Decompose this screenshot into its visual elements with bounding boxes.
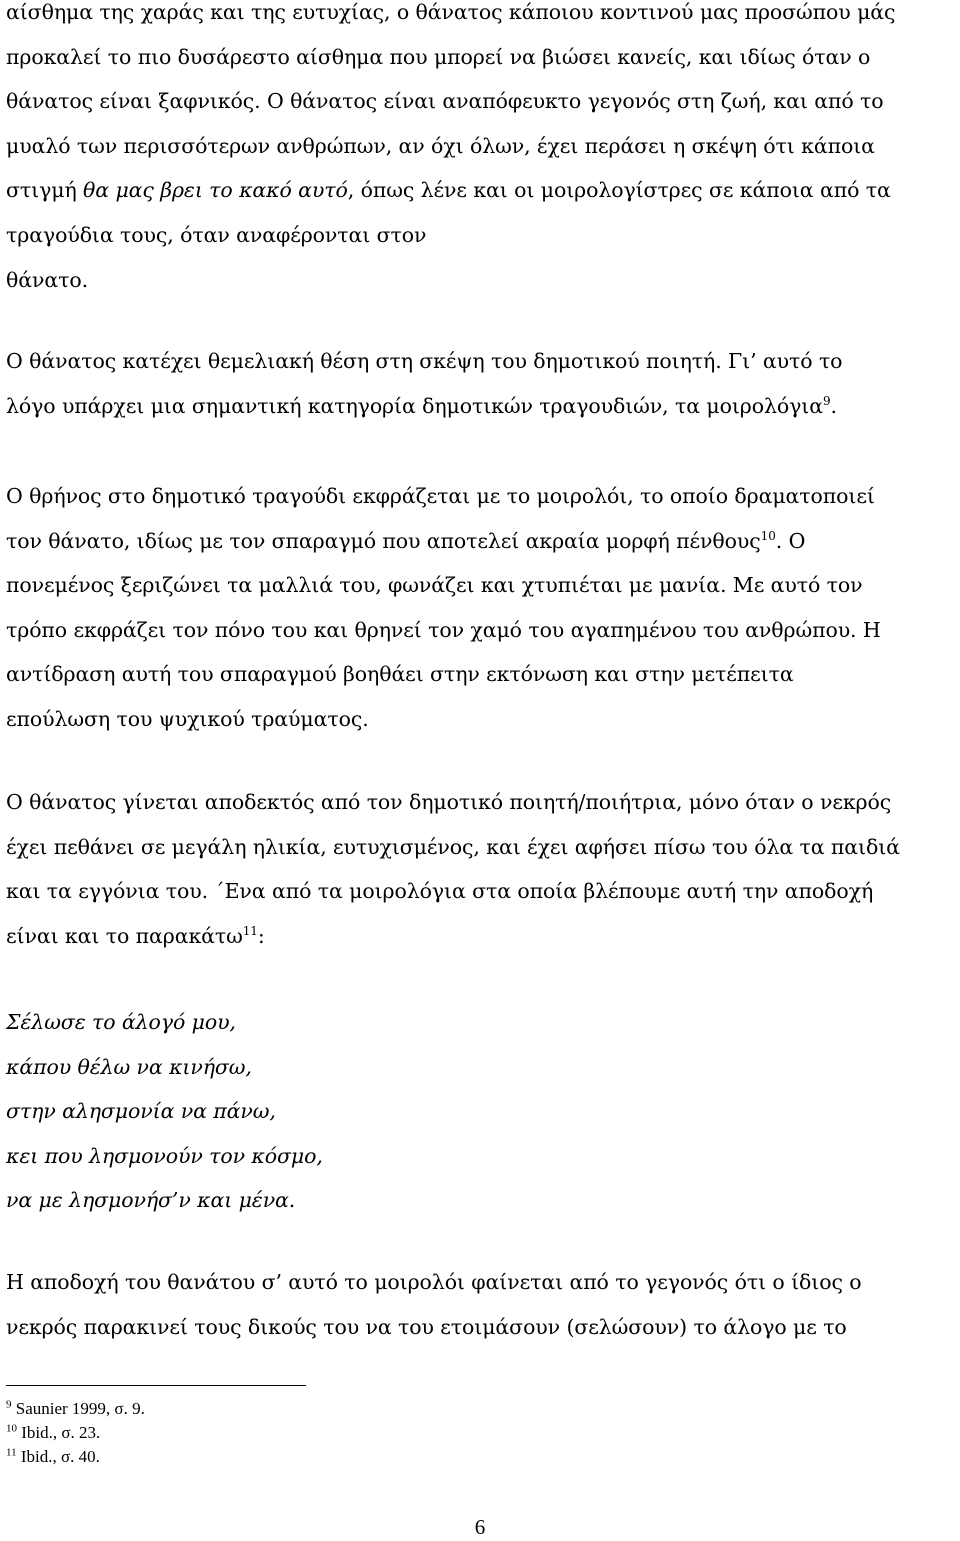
- footnote-text: Ibid., σ. 40.: [20, 1447, 100, 1466]
- footnote-number: 11: [6, 1446, 17, 1459]
- footnotes: [6, 1397, 145, 1469]
- text-line: Ο θρήνος στο δημοτικό τραγούδι εκφράζεται με το μοιρολόι, το οποίο δραματοποιεί: [6, 484, 875, 508]
- text-line: Η αποδοχή του θανάτου σ’ αυτό το μοιρολόι φαίνεται από το γεγονός ότι ο ίδιος ο: [6, 1270, 862, 1294]
- text-line: και τα εγγόνια του. ΄Ενα από τα μοιρολόγια στα οποία βλέπουμε αυτή την αποδοχή: [6, 879, 874, 904]
- verse-line: κάπου θέλω να κινήσω,: [6, 1054, 252, 1079]
- text-segment: είναι και το παρακάτω: [6, 923, 243, 948]
- footnote-number: 9: [6, 1398, 12, 1411]
- footnote-text: Saunier 1999, σ. 9.: [15, 1399, 145, 1418]
- text-line: νεκρός παρακινεί τους δικούς του να του ετοιμάσουν (σελώσουν) το άλογο με το: [6, 1314, 847, 1339]
- text-line: [6, 914, 954, 959]
- text-line: [6, 384, 954, 429]
- text-segment: :: [257, 923, 265, 948]
- italic-phrase: θα μας βρει το κακό αυτό: [83, 178, 348, 203]
- paragraph-3: [6, 474, 954, 742]
- text-line: [6, 168, 954, 213]
- verse-line: Σέλωσε το άλογό μου,: [6, 1010, 236, 1034]
- text-line: μυαλό των περισσότερων ανθρώπων, αν όχι όλων, έχει περάσει η σκέψη ότι κάποια: [6, 133, 875, 158]
- text-segment: τον θάνατο, ιδίως με τον σπαραγμό που αποτελεί ακραία μορφή πένθους: [6, 528, 761, 553]
- text-line: τραγούδια τους, όταν αναφέρονται στον: [6, 222, 427, 247]
- verse-block: [6, 1000, 954, 1223]
- footnote-9: [6, 1397, 145, 1421]
- verse-line: κει που λησμονούν τον κόσμο,: [6, 1143, 323, 1168]
- paragraph-5: [6, 1260, 954, 1349]
- text-line: [6, 519, 954, 564]
- text-line: έχει πεθάνει σε μεγάλη ηλικία, ευτυχισμένος, και έχει αφήσει πίσω του όλα τα παιδιά: [6, 834, 900, 859]
- page-number: 6: [474, 1515, 486, 1539]
- text-line: αντίδραση αυτή του σπαραγμού βοηθάει στην εκτόνωση και στην μετέπειτα: [6, 662, 794, 687]
- footnote-ref[interactable]: 9: [822, 393, 831, 408]
- footnote-number: 10: [6, 1422, 17, 1435]
- footnote-10: [6, 1421, 145, 1445]
- text-segment: λόγο υπάρχει μια σημαντική κατηγορία δημοτικών τραγουδιών, τα μοιρολόγια: [6, 393, 823, 418]
- text-segment: , όπως λένε και οι μοιρολογίστρες σε κάποια από τα: [347, 178, 891, 203]
- verse-line: στην αλησμονία να πάνω,: [6, 1099, 276, 1124]
- footnote-ref[interactable]: 11: [242, 923, 258, 938]
- text-line: προκαλεί το πιο δυσάρεστο αίσθημα που μπορεί να βιώσει κανείς, και ιδίως όταν ο: [6, 44, 871, 69]
- text-line: θάνατος είναι ξαφνικός. Ο θάνατος είναι αναπόφευκτο γεγονός στη ζωή, και από το: [6, 89, 884, 114]
- footnote-separator: [6, 1385, 306, 1386]
- footnote-11: [6, 1445, 145, 1469]
- text-segment: .: [830, 393, 837, 418]
- text-line: πονεμένος ξεριζώνει τα μαλλιά του, φωνάζει και χτυπιέται με μανία. Με αυτό τον: [6, 573, 863, 598]
- text-line: τρόπο εκφράζει τον πόνο του και θρηνεί τον χαμό του αγαπημένου του ανθρώπου. Η: [6, 617, 881, 642]
- text-line: θάνατο.: [6, 267, 88, 292]
- text-segment: στιγμή: [6, 178, 84, 203]
- text-line: αίσθημα της χαράς και της ευτυχίας, ο θάνατος κάποιου κοντινού μας προσώπου μάς: [6, 0, 896, 24]
- text-line: Ο θάνατος γίνεται αποδεκτός από τον δημοτικό ποιητή/ποιήτρια, μόνο όταν ο νεκρός: [6, 790, 892, 814]
- verse-line: να με λησμονήσ’ν και μένα.: [6, 1188, 296, 1213]
- paragraph-1: [6, 0, 954, 302]
- text-line: επούλωση του ψυχικού τραύματος.: [6, 706, 369, 731]
- paragraph-4: [6, 780, 954, 958]
- text-segment: . Ο: [775, 528, 806, 553]
- text-line: Ο θάνατος κατέχει θεμελιακή θέση στη σκέψη του δημοτικού ποιητή. Γι’ αυτό το: [6, 349, 843, 373]
- footnote-ref[interactable]: 10: [760, 528, 776, 543]
- paragraph-2: [6, 339, 954, 428]
- footnote-text: Ibid., σ. 23.: [21, 1423, 101, 1442]
